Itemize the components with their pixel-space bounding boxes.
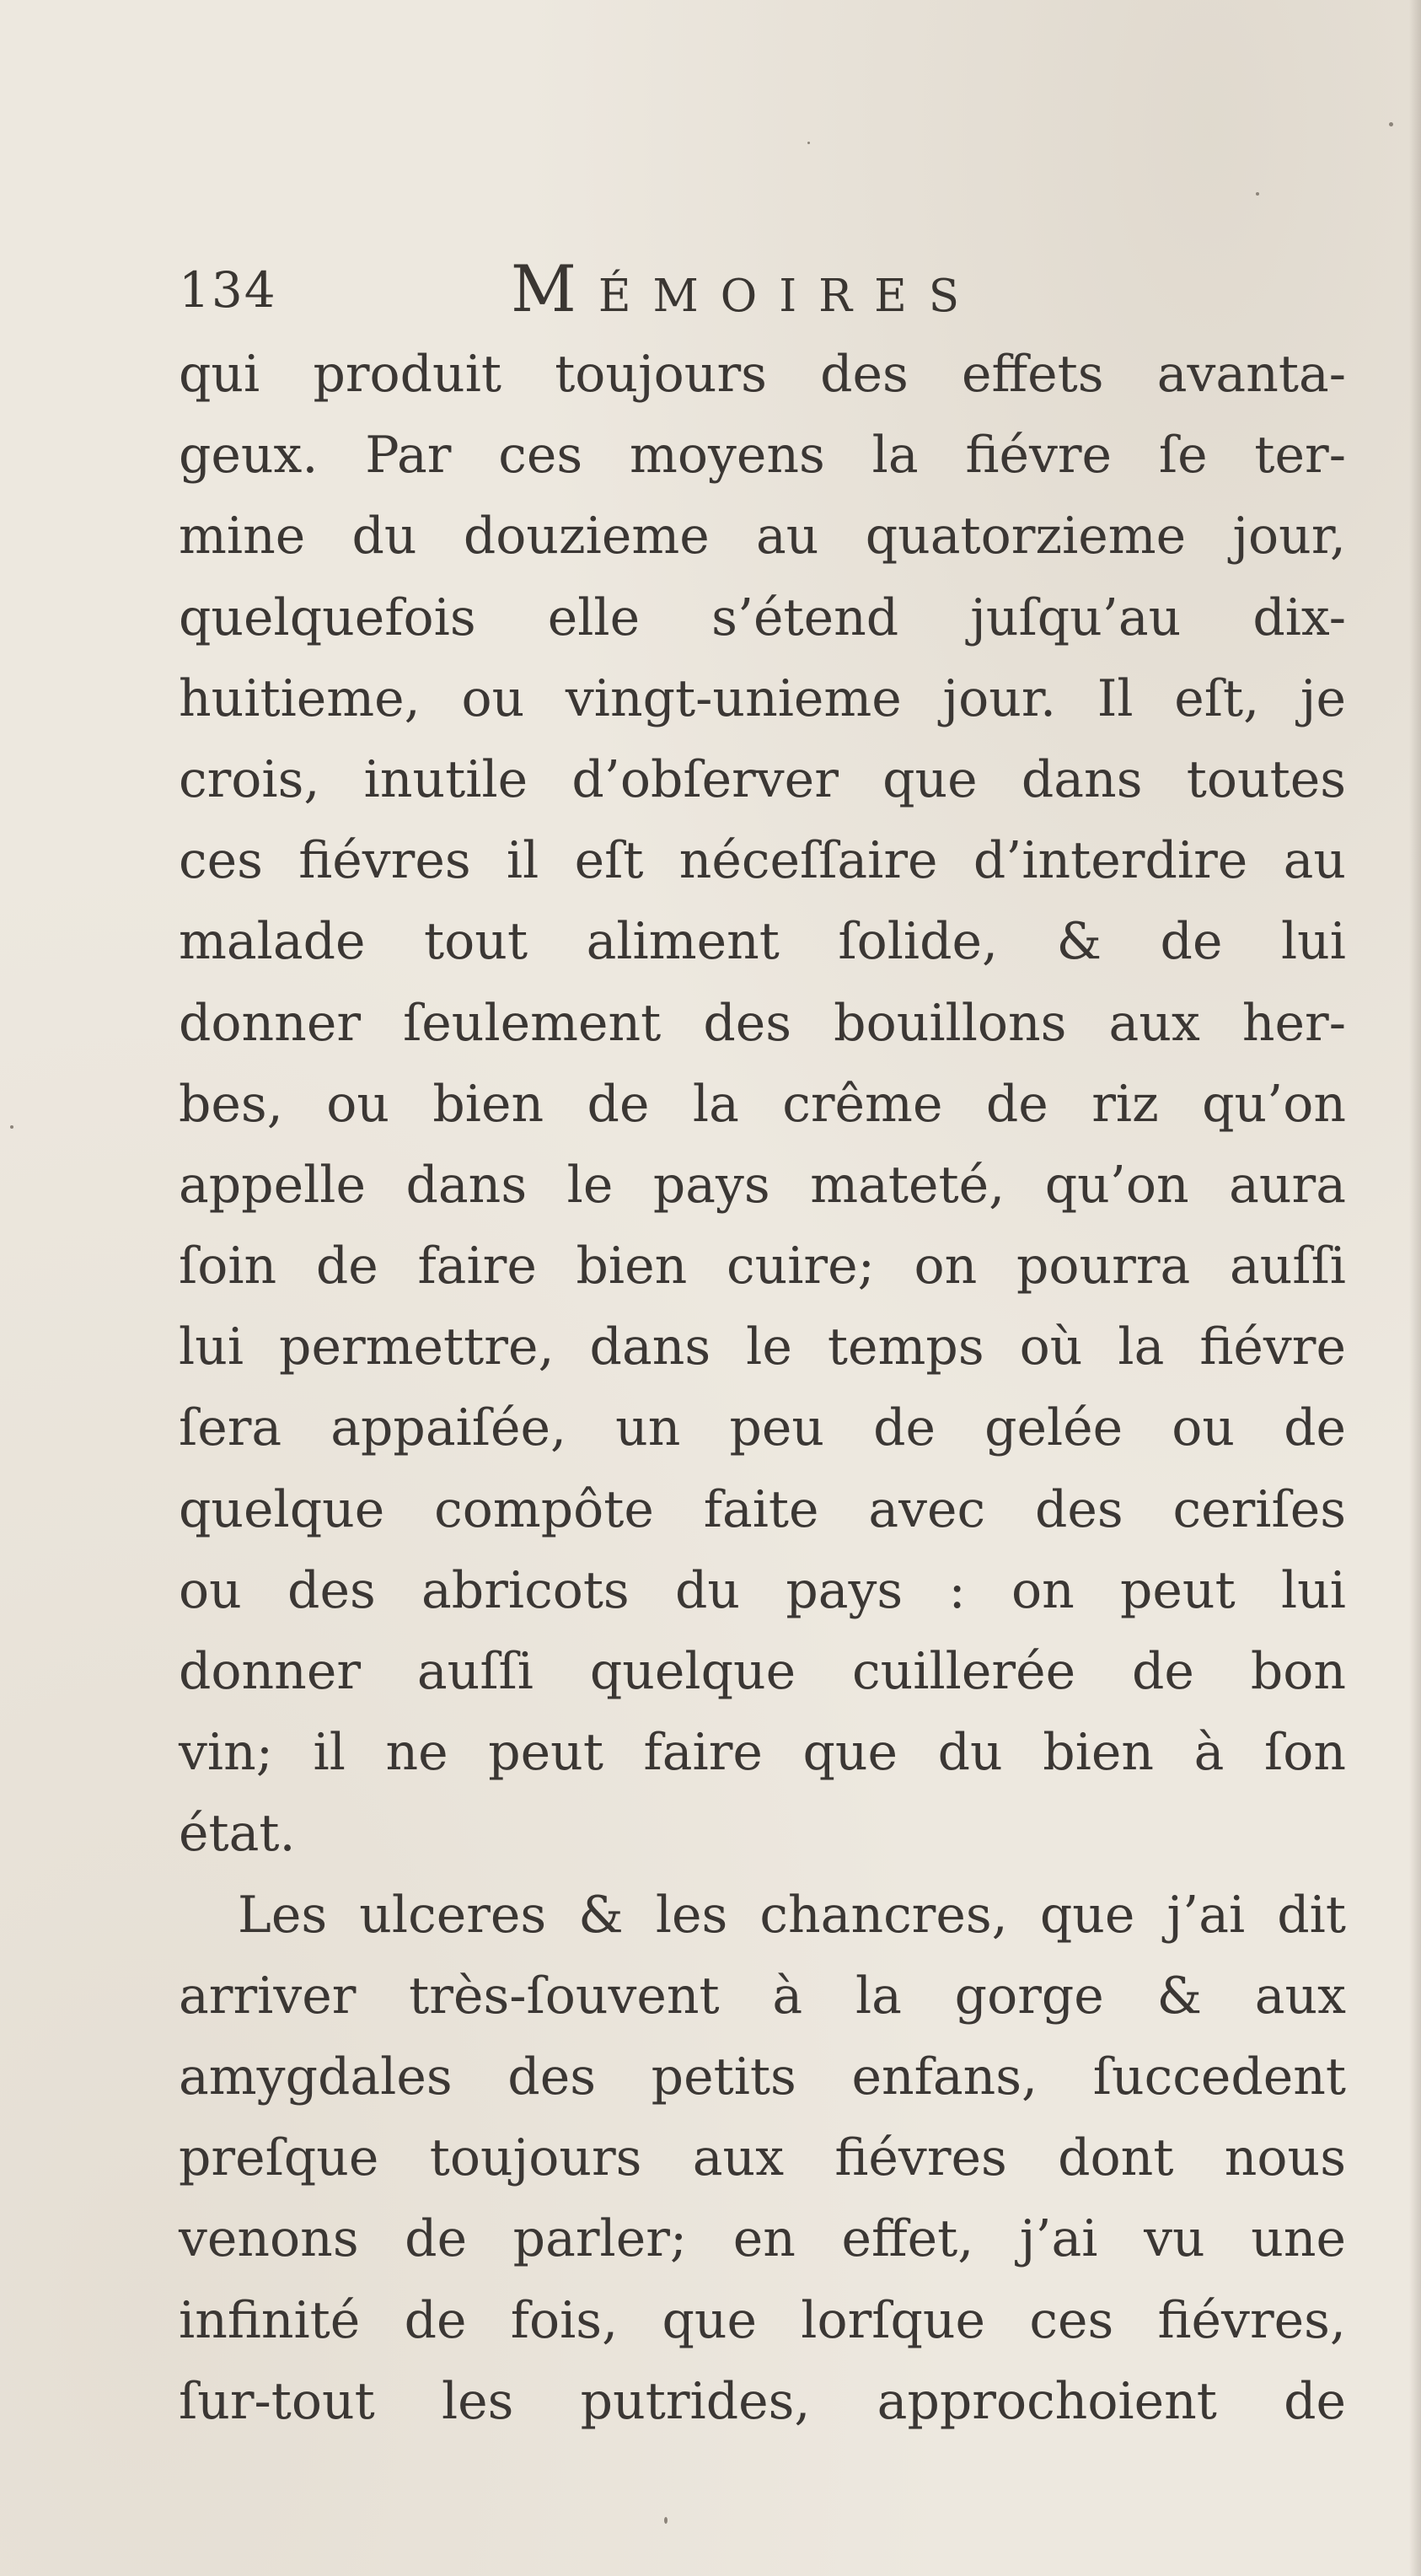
text-line: ſera appaiſée, un peu de gelée ou de [179,1398,1346,1458]
text-line: amygdales des petits enfans, ſuccedent [179,2047,1346,2106]
text-line: infinité de fois, que lorſque ces fiévres, [179,2290,1346,2350]
body-text [179,334,1346,2442]
text-line: Les ulceres & les chancres, que j’ai dit [238,1885,1346,1945]
text-line: qui produit toujours des effets avanta- [179,345,1346,404]
text-line: ſoin de faire bien cuire; on pourra auſſi [179,1237,1346,1296]
paper-speck [664,2517,668,2524]
page-number: 134 [179,261,277,319]
paper-speck [807,142,810,144]
text-line: bes, ou bien de la crême de riz qu’on [179,1074,1346,1134]
text-line: ces fiévres il eſt néceſſaire d’interdire au [179,831,1346,891]
text-line: lui permettre, dans le temps où la fiévre [179,1318,1346,1377]
text-line: quelquefois elle s’étend juſqu’au dix- [179,588,1346,647]
text-line: crois, inutile d’obſerver que dans toutes [179,749,1346,809]
page-header [179,251,1241,327]
text-line: huitieme, ou vingt-unieme jour. Il eſt, je [179,668,1346,728]
text-line: ou des abricots du pays : on peut lui [179,1560,1346,1620]
text-line: état. [179,1804,296,1864]
text-line: preſque toujours aux fiévres dont nous [179,2128,1346,2188]
text-line: geux. Par ces moyens la fiévre ſe ter- [179,426,1346,486]
text-line: mine du douzieme au quatorzieme jour, [179,507,1346,566]
text-line: quelque compôte faite avec des ceriſes [179,1479,1346,1539]
paper-speck [10,1125,13,1129]
text-line: venons de parler; en effet, j’ai vu une [179,2209,1346,2269]
text-line: malade tout aliment ſolide, & de lui [179,912,1346,972]
text-line: vin; il ne peut faire que du bien à ſon [179,1723,1346,1783]
running-title: Mémoires [511,251,982,326]
text-line: donner auſſi quelque cuillerée de bon [179,1642,1346,1701]
text-line: donner ſeulement des bouillons aux her- [179,993,1346,1053]
paper-speck [1256,192,1259,196]
text-line: appelle dans le pays mateté, qu’on aura [179,1155,1346,1215]
page-edge-shadow [1409,0,1421,2576]
paper-speck [1389,122,1393,126]
text-line: arriver très-ſouvent à la gorge & aux [179,1966,1346,2026]
text-line: ſur-tout les putrides, approchoient de [179,2371,1346,2431]
